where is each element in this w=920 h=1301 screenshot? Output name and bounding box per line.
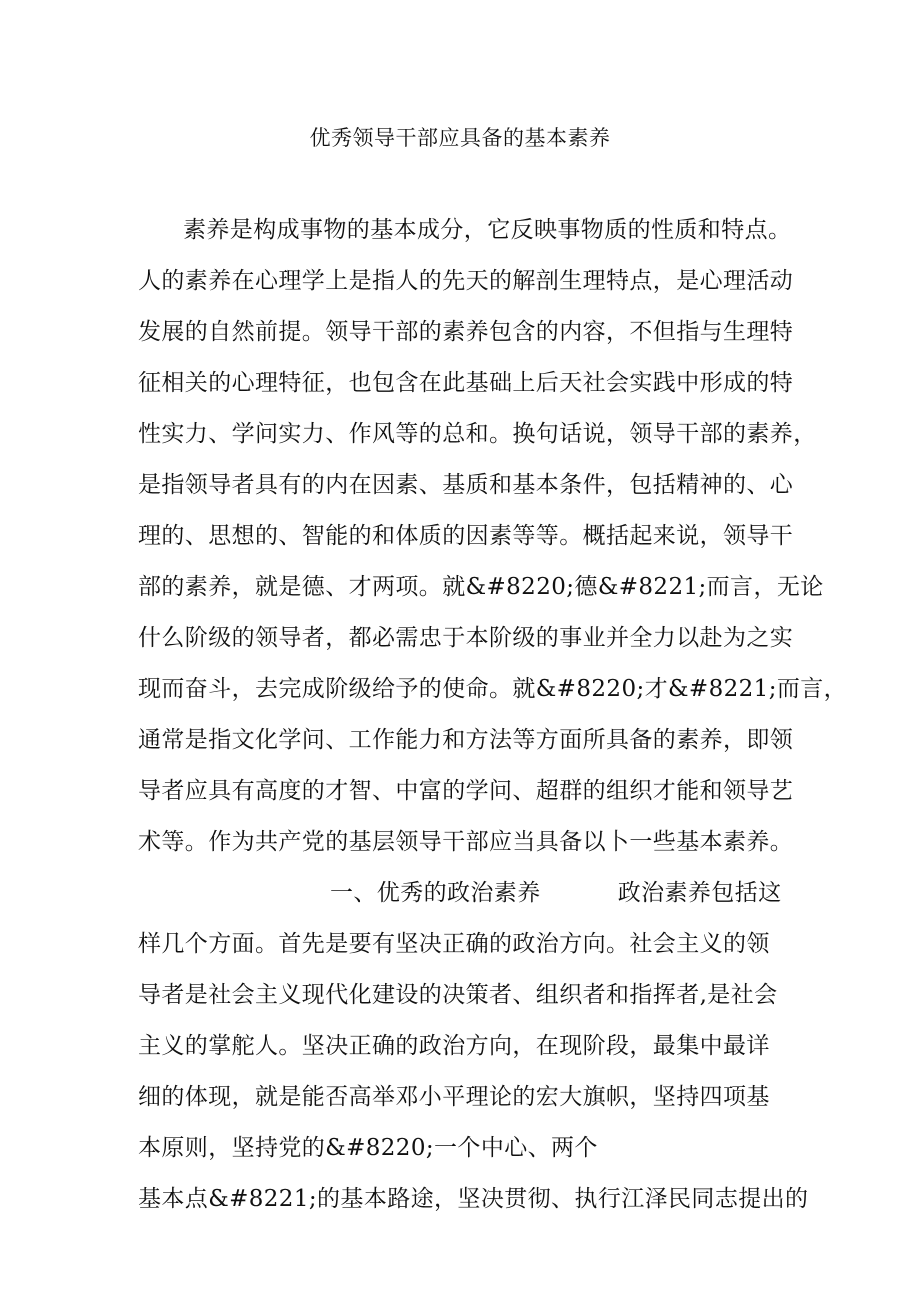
paragraph-line: 主义的掌舵人。坚决正确的政治方向，在现阶段，最集中最详 [138,1033,770,1059]
paragraph-line: 理的、思想的、智能的和体质的因素等等。概括起来说，领导干 [138,523,794,549]
paragraph-line: 细的体现，就是能否高举邓小平理论的宏大旗帜，坚持四项基 [138,1084,770,1110]
paragraph-line: 导者是社会主义现代化建设的决策者、组织者和指挥者,是社会 [138,982,778,1008]
section-heading-line: 一、优秀的政治素养 政治素养包括这 [330,880,782,906]
paragraph-line: 通常是指文化学问、工作能力和方法等方面所具备的素养，即领 [138,727,794,753]
paragraph-line: 现而奋斗，去完成阶级给予的使命。就&#8220;才&#8221;而言， [138,676,848,702]
paragraph-line: 人的素养在心理学上是指人的先天的解剖生理特点，是心理活动 [138,268,794,294]
paragraph-line: 本原则，坚持党的&#8220;一个中心、两个 [138,1135,598,1161]
paragraph-line: 发展的自然前提。领导干部的素养包含的内容，不但指与生理特 [138,319,794,345]
paragraph-line: 征相关的心理特征，也包含在此基础上后天社会实践中形成的特 [138,370,794,396]
paragraph-line: 部的素养，就是德、才两项。就&#8220;德&#8221;而言，无论 [138,574,824,600]
page-title: 优秀领导干部应具备的基本素养 [309,126,611,150]
paragraph-line: 是指领导者具有的内在因素、基质和基本条件，包括精神的、心 [138,472,794,498]
paragraph-line: 导者应具有高度的才智、中富的学问、超群的组织才能和领导艺 [138,778,794,804]
paragraph-line: 什么阶级的领导者，都必需忠于本阶级的事业并全力以赴为之实 [138,625,794,651]
paragraph-line: 术等。作为共产党的基层领导干部应当具备以卜一些基本素养。 [138,829,794,855]
paragraph-line: 素养是构成事物的基本成分，它反映事物质的性质和特点。 [183,217,792,243]
paragraph-line: 样几个方面。首先是要有坚决正确的政治方向。社会主义的领 [138,931,770,957]
paragraph-line: 基本点&#8221;的基本路途，坚决贯彻、执行江泽民同志提出的 [138,1186,809,1212]
paragraph-line: 性实力、学问实力、作风等的总和。换句话说，领导干部的素养， [138,421,817,447]
